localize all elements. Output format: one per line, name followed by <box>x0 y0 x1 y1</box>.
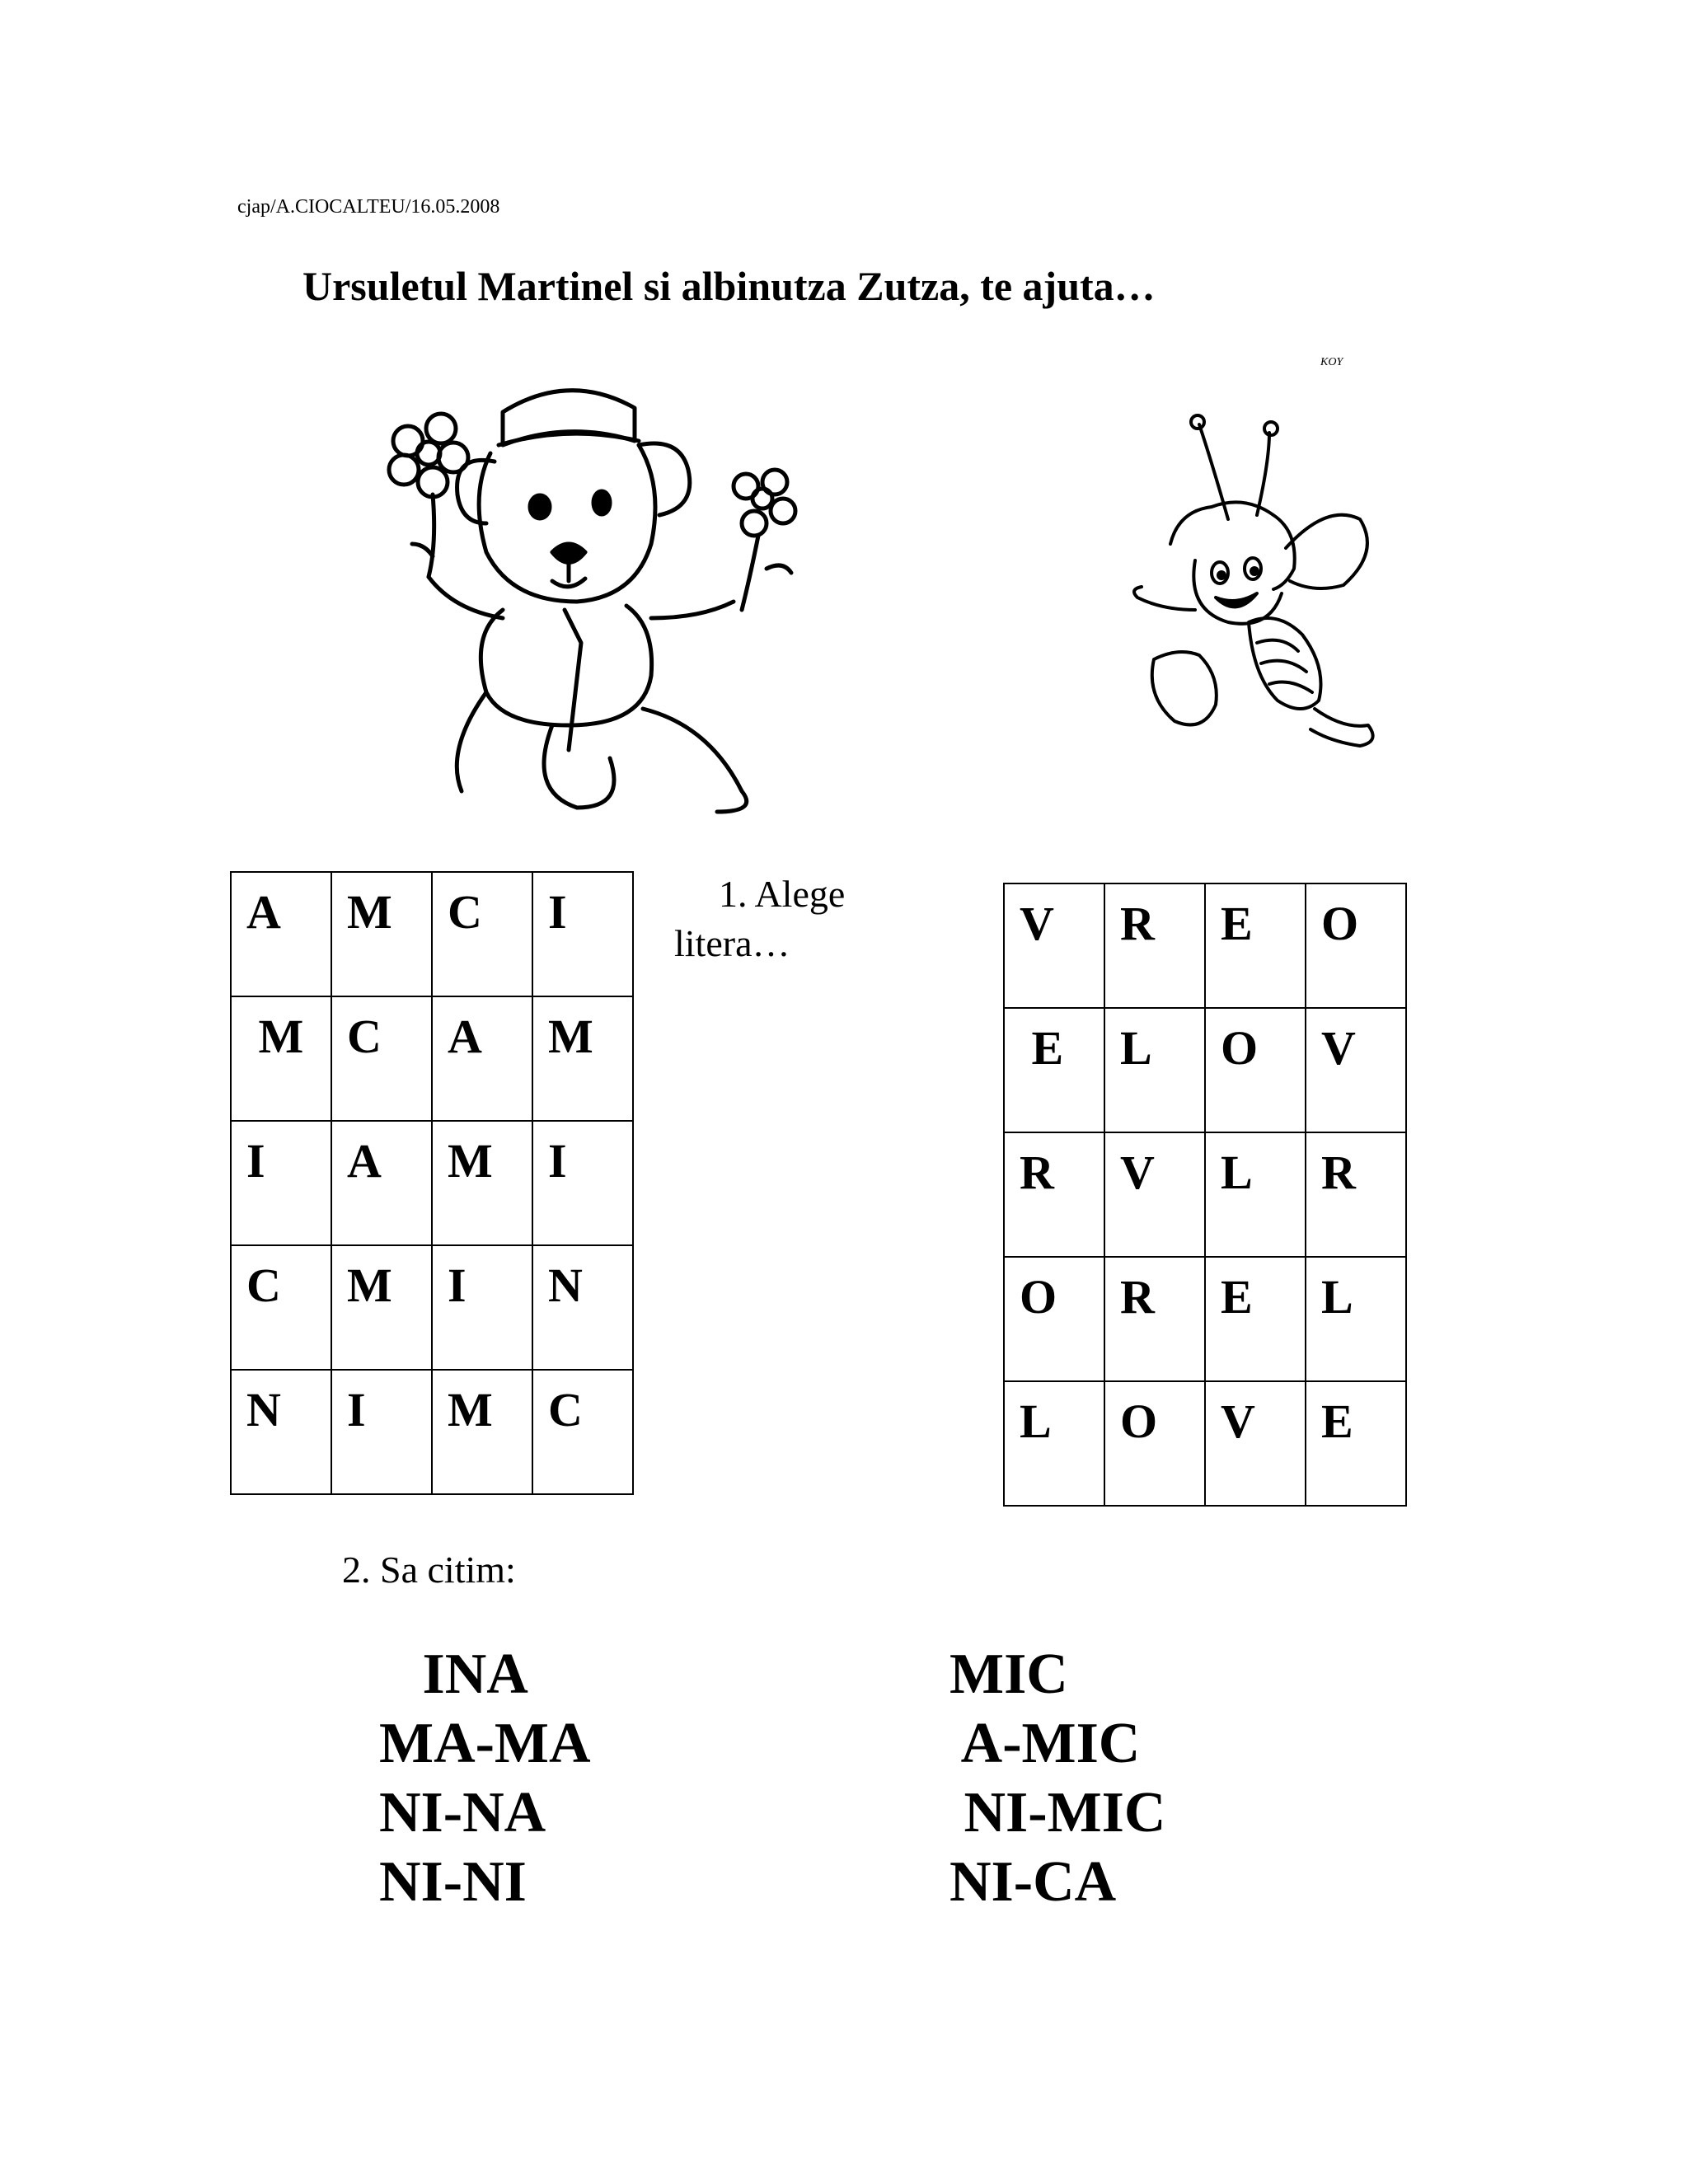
grid-cell[interactable]: M <box>432 1370 532 1494</box>
letter-grid-left <box>230 871 634 1495</box>
reading-word: A-MIC <box>950 1712 1141 1775</box>
grid-cell[interactable]: I <box>532 872 633 996</box>
exercise-1-line2: litera… <box>674 922 790 964</box>
bee-illustration <box>1121 412 1393 758</box>
document-reference: cjap/A.CIOCALTEU/16.05.2008 <box>237 196 500 218</box>
grid-cell[interactable]: R <box>1104 1257 1205 1381</box>
reading-word: INA <box>379 1643 528 1706</box>
reading-words-right <box>950 1640 1165 1917</box>
grid-row <box>231 1370 633 1494</box>
grid-cell[interactable]: I <box>231 1121 331 1245</box>
exercise-1-line1: 1. Alege <box>719 873 846 915</box>
grid-cell[interactable]: E <box>1306 1381 1406 1506</box>
grid-cell[interactable]: A <box>231 872 331 996</box>
exercise-2-instruction: 2. Sa citim: <box>342 1549 516 1591</box>
bear-illustration <box>363 363 808 816</box>
grid-cell[interactable]: O <box>1205 1008 1306 1132</box>
grid-cell[interactable]: L <box>1004 1381 1104 1506</box>
grid-cell[interactable]: M <box>432 1121 532 1245</box>
grid-cell[interactable]: M <box>331 1245 432 1370</box>
reading-word: MIC <box>950 1643 1068 1706</box>
grid-cell[interactable]: N <box>532 1245 633 1370</box>
grid-cell[interactable]: M <box>231 996 331 1121</box>
grid-row <box>1004 1381 1406 1506</box>
grid-row <box>1004 1008 1406 1132</box>
grid-row <box>231 1121 633 1245</box>
grid-cell[interactable]: R <box>1104 883 1205 1008</box>
grid-cell[interactable]: V <box>1306 1008 1406 1132</box>
grid-cell[interactable]: V <box>1104 1132 1205 1257</box>
grid-row <box>1004 1257 1406 1381</box>
grid-cell[interactable]: E <box>1004 1008 1104 1132</box>
reading-word: MA-MA <box>379 1712 591 1775</box>
grid-cell[interactable]: L <box>1104 1008 1205 1132</box>
grid-cell[interactable]: E <box>1205 1257 1306 1381</box>
grid-cell[interactable]: I <box>432 1245 532 1370</box>
grid-cell[interactable]: A <box>432 996 532 1121</box>
reading-word: NI-NI <box>379 1850 527 1914</box>
grid-cell[interactable]: C <box>331 996 432 1121</box>
grid-row <box>231 1245 633 1370</box>
reading-words-left <box>379 1640 591 1917</box>
reading-word: NI-NA <box>379 1781 546 1844</box>
grid-row <box>231 872 633 996</box>
grid-cell[interactable]: R <box>1306 1132 1406 1257</box>
grid-cell[interactable]: M <box>331 872 432 996</box>
grid-cell[interactable]: V <box>1205 1381 1306 1506</box>
reading-word: NI-CA <box>950 1850 1117 1914</box>
grid-row <box>231 996 633 1121</box>
grid-cell[interactable]: C <box>532 1370 633 1494</box>
grid-cell[interactable]: L <box>1205 1132 1306 1257</box>
grid-cell[interactable]: C <box>231 1245 331 1370</box>
grid-cell[interactable]: V <box>1004 883 1104 1008</box>
grid-row <box>1004 1132 1406 1257</box>
grid-cell[interactable]: O <box>1104 1381 1205 1506</box>
grid-cell[interactable]: O <box>1306 883 1406 1008</box>
grid-cell[interactable]: A <box>331 1121 432 1245</box>
grid-cell[interactable]: C <box>432 872 532 996</box>
artist-signature: KOY <box>1320 356 1343 368</box>
grid-cell[interactable]: M <box>532 996 633 1121</box>
grid-cell[interactable]: L <box>1306 1257 1406 1381</box>
grid-cell[interactable]: R <box>1004 1132 1104 1257</box>
grid-cell[interactable]: I <box>532 1121 633 1245</box>
grid-cell[interactable]: I <box>331 1370 432 1494</box>
reading-word: NI-MIC <box>950 1781 1166 1844</box>
page-title: Ursuletul Martinel si albinutza Zutza, te ajuta… <box>302 263 1156 309</box>
letter-grid-right <box>1003 883 1407 1507</box>
grid-cell[interactable]: O <box>1004 1257 1104 1381</box>
grid-cell[interactable]: E <box>1205 883 1306 1008</box>
grid-row <box>1004 883 1406 1008</box>
exercise-1-instruction <box>674 869 845 968</box>
grid-cell[interactable]: N <box>231 1370 331 1494</box>
